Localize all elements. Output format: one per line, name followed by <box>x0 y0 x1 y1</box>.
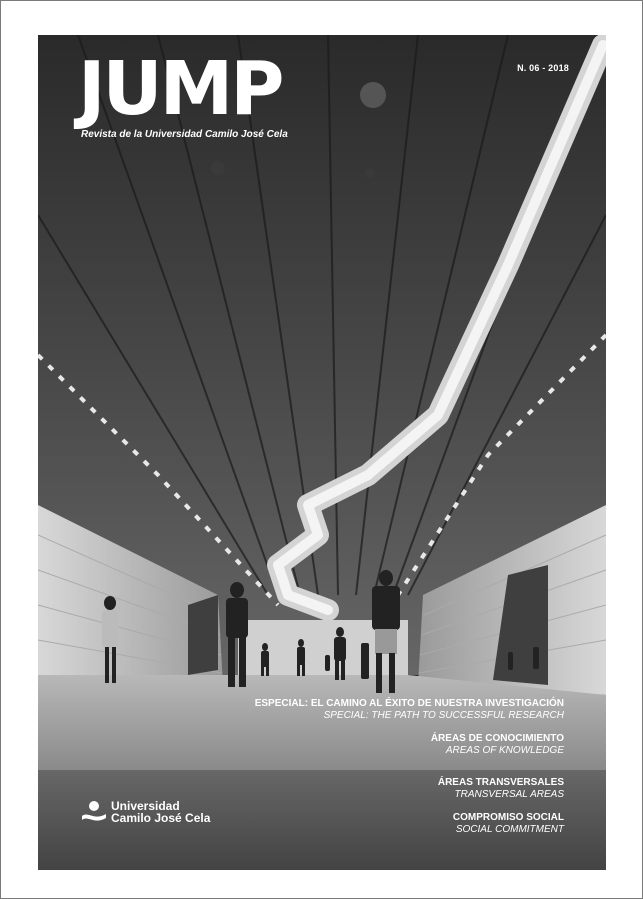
entry-title-en: SPECIAL: THE PATH TO SUCCESSFUL RESEARCH <box>323 710 564 721</box>
contents-entry-transversal <box>255 777 564 801</box>
magazine-subtitle: Revista de la Universidad Camilo José Cela <box>81 129 288 140</box>
entry-title-en: TRANSVERSAL AREAS <box>454 789 564 800</box>
cover-contents <box>255 698 564 847</box>
magazine-cover <box>38 35 606 870</box>
ucjc-logo-icon <box>81 799 107 825</box>
entry-title-en: SOCIAL COMMITMENT <box>455 824 564 835</box>
entry-title-es: ÁREAS TRANSVERSALES <box>437 777 564 788</box>
entry-title-es: ÁREAS DE CONOCIMIENTO <box>430 733 564 744</box>
university-logo <box>81 799 210 825</box>
masthead-title: JUMP <box>78 46 282 132</box>
contents-entry-knowledge <box>255 733 564 757</box>
logo-line-2: Camilo José Cela <box>111 811 211 825</box>
entry-title-en: AREAS OF KNOWLEDGE <box>445 745 564 756</box>
contents-entry-special <box>255 698 564 722</box>
issue-number: N. 06 - 2018 <box>517 63 569 73</box>
logo-line-1: Universidad <box>111 799 180 813</box>
entry-title-es: COMPROMISO SOCIAL <box>452 812 564 823</box>
entry-title-es: ESPECIAL: EL CAMINO AL ÉXITO DE NUESTRA INVESTIGACIÓN <box>254 698 564 709</box>
contents-entry-social <box>255 812 564 836</box>
